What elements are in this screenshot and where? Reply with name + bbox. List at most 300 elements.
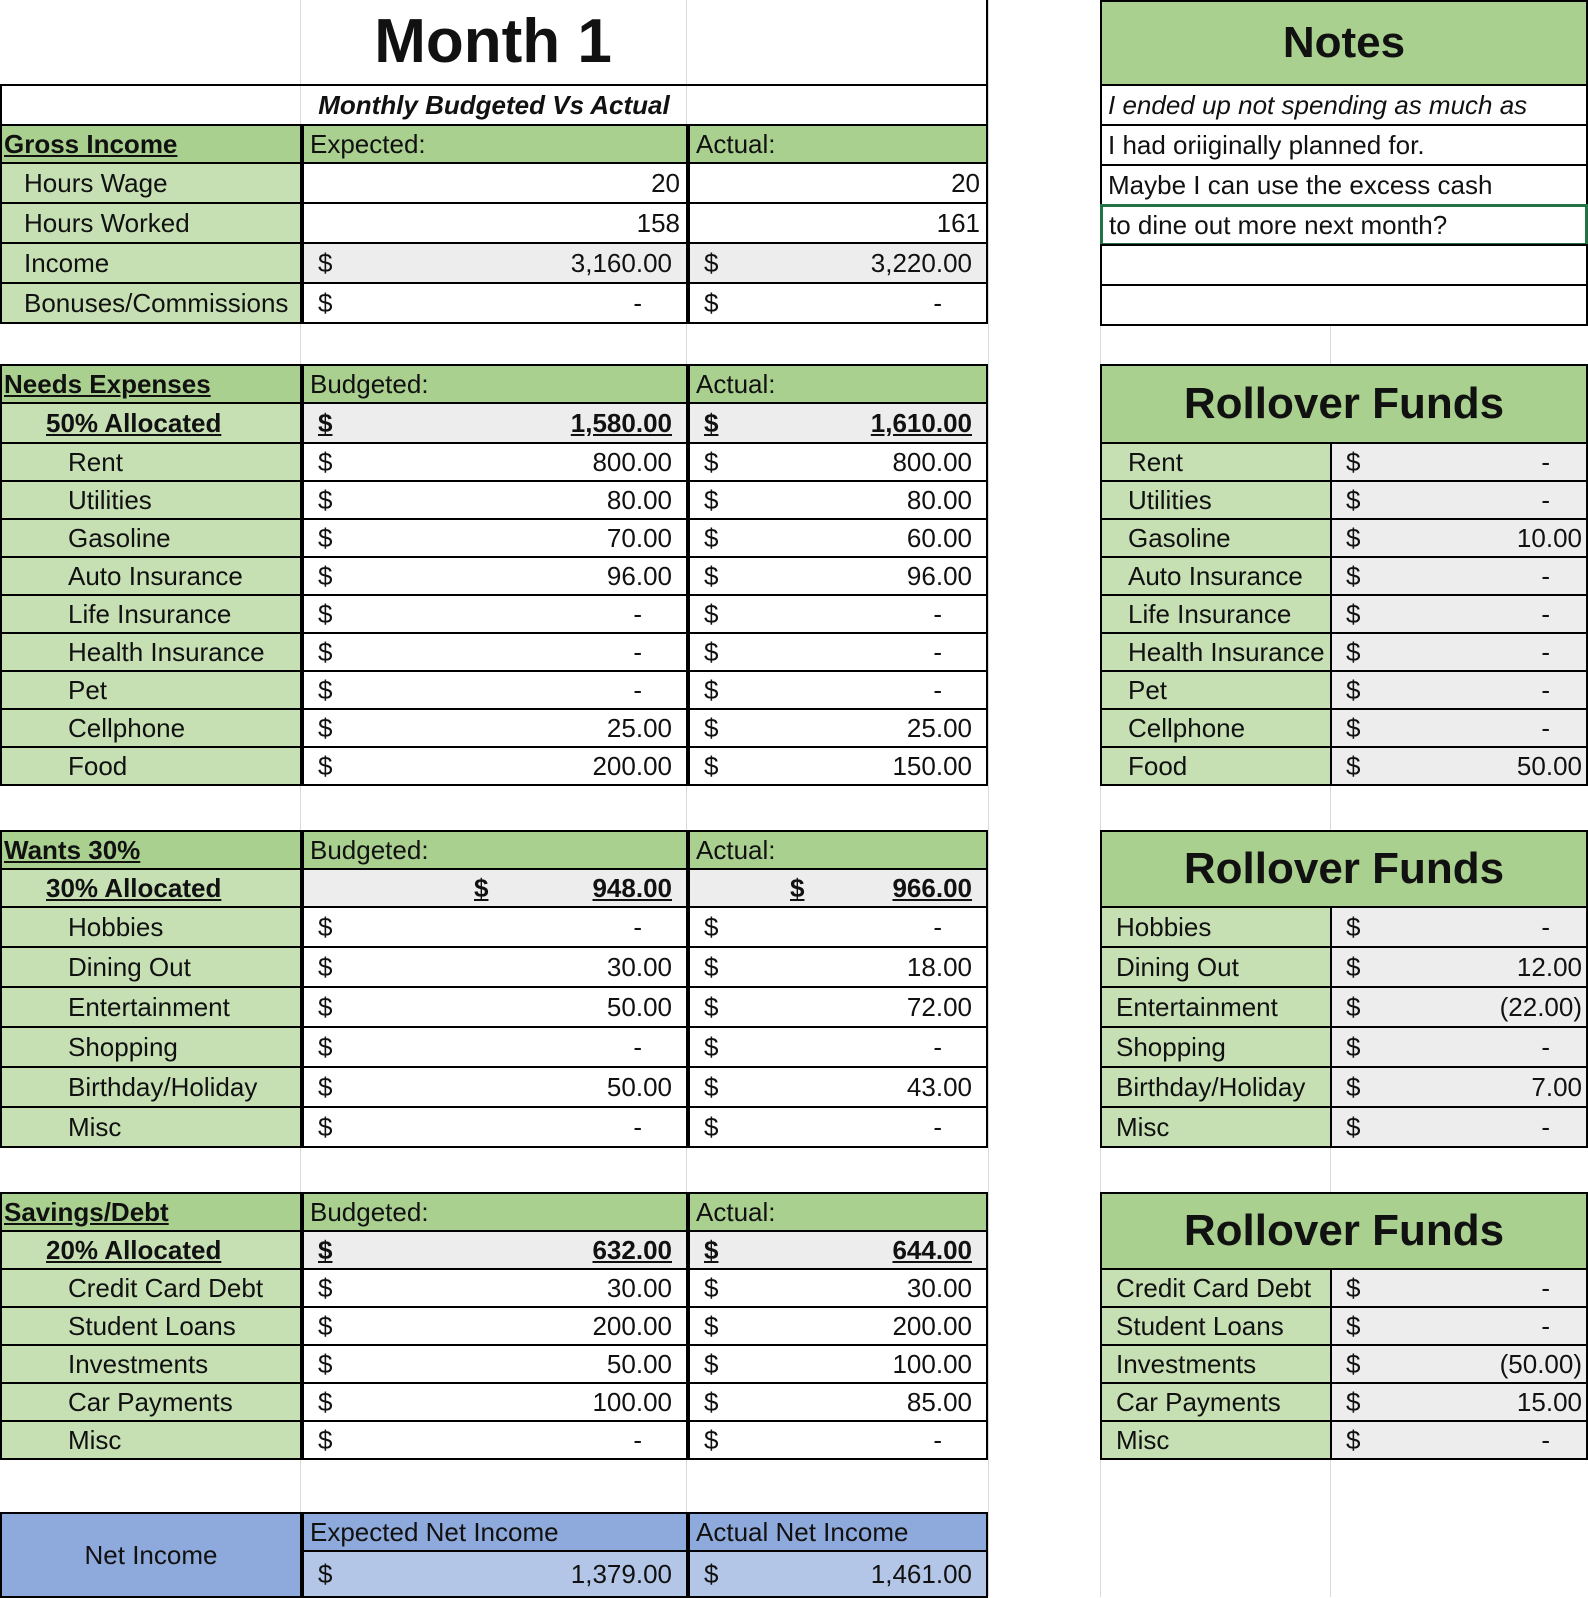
amount-value: - [933,288,942,318]
currency-symbol: $ [1346,713,1361,743]
currency-symbol: $ [704,637,719,667]
expected-value-cell[interactable] [302,162,688,204]
amount-value: - [1541,485,1550,515]
amount-value: 200.00 [892,1311,972,1341]
budgeted-column-header [302,830,688,870]
rollover-amount-cell[interactable] [1330,1026,1588,1068]
actual-amount-cell[interactable] [688,480,988,520]
needs-header [0,364,302,404]
rollover-amount-cell[interactable] [1330,518,1588,558]
actual-income-cell[interactable] [688,242,988,284]
expected-column-header [302,124,688,164]
rollover-label [1100,1344,1332,1384]
amount-value: 644.00 [892,1235,972,1265]
currency-symbol: $ [704,1425,719,1455]
expense-label-text: Student Loans [68,1311,236,1341]
amount-value: 96.00 [606,561,672,591]
actual-amount-cell[interactable] [688,442,988,482]
expected-net-income-cell[interactable] [302,1550,688,1598]
month-title [0,0,988,86]
amount-value: - [633,912,642,942]
subtitle-text: Monthly Budgeted Vs Actual [318,90,670,120]
rollover-amount-cell[interactable] [1330,1344,1588,1384]
expense-label [0,906,302,948]
amount-value: 60.00 [906,523,972,553]
currency-symbol: $ [318,561,333,591]
allocated-actual-cell[interactable] [688,1230,988,1270]
rollover-amount-cell[interactable] [1330,1306,1588,1346]
income-row-label [0,282,302,324]
expense-label-text: Dining Out [68,952,191,982]
currency-symbol: $ [704,288,719,318]
currency-symbol: $ [318,952,333,982]
amount-value: - [1541,1425,1550,1455]
rollover-label [1100,906,1332,948]
amount-value: 30.00 [906,1273,972,1303]
subtitle [0,84,988,126]
amount-value: 1,461.00 [870,1559,972,1589]
actual-amount-cell[interactable] [688,594,988,634]
currency-symbol: $ [704,1273,719,1303]
rollover-amount-cell[interactable] [1330,1268,1588,1308]
income-row-label-text: Income [24,248,110,278]
actual-amount-cell[interactable] [688,556,988,596]
amount-value: - [633,1032,642,1062]
amount-value: 966.00 [892,873,972,903]
expense-label [0,986,302,1028]
currency-symbol: $ [704,751,719,781]
currency-symbol: $ [318,1112,333,1142]
amount-value: - [633,1112,642,1142]
notes-line[interactable] [1100,84,1588,126]
currency-symbol: $ [704,1311,719,1341]
rollover-label-text: Hobbies [1116,912,1212,942]
allocated-label-text: 20% Allocated [46,1235,222,1265]
notes-line[interactable] [1100,124,1588,166]
rollover-amount-cell[interactable] [1330,1382,1588,1422]
rollover-label [1100,670,1332,710]
notes-line-text: Maybe I can use the excess cash [1108,170,1493,200]
amount-value: - [633,288,642,318]
rollover-label-text: Shopping [1116,1032,1226,1062]
expected-net-income-header [302,1512,688,1552]
currency-symbol: $ [318,1273,333,1303]
currency-symbol: $ [318,713,333,743]
expense-label-text: Auto Insurance [68,561,243,591]
rollover-amount-cell[interactable] [1330,594,1588,634]
budgeted-amount-cell[interactable] [302,518,688,558]
currency-symbol: $ [1346,561,1361,591]
currency-symbol: $ [1346,1349,1361,1379]
currency-symbol: $ [704,1387,719,1417]
rollover-amount-cell[interactable] [1330,986,1588,1028]
amount-value: - [1541,1032,1550,1062]
rollover-funds-title-text: Rollover Funds [1183,379,1505,428]
currency-symbol: $ [318,408,333,438]
allocated-budgeted-cell[interactable] [302,402,688,444]
actual-amount-cell[interactable] [688,746,988,786]
expense-label [0,1026,302,1068]
amount-value: - [1541,1112,1550,1142]
actual-value-cell-text: 161 [936,208,980,238]
amount-value: 12.00 [1516,952,1582,982]
currency-symbol: $ [1346,952,1361,982]
amount-value: 50.00 [1516,751,1582,781]
currency-symbol: $ [704,1559,719,1589]
actual-net-income-cell[interactable] [688,1550,988,1598]
actual-amount-cell[interactable] [688,1026,988,1068]
amount-value: - [933,637,942,667]
rollover-amount-cell[interactable] [1330,746,1588,786]
notes-line-text: to dine out more next month? [1109,210,1448,240]
budgeted-amount-cell[interactable] [302,946,688,988]
expense-label [0,556,302,596]
currency-symbol: $ [1346,1032,1361,1062]
allocated-budgeted-cell[interactable] [302,868,688,908]
rollover-amount-cell[interactable] [1330,1106,1588,1148]
rollover-amount-cell[interactable] [1330,708,1588,748]
rollover-label [1100,746,1332,786]
actual-net-income-header [688,1512,988,1552]
budgeted-amount-cell[interactable] [302,1382,688,1422]
budgeted-column-header-text: Budgeted: [310,835,429,865]
currency-symbol: $ [1346,637,1361,667]
actual-amount-cell[interactable] [688,670,988,710]
amount-value: - [1541,713,1550,743]
amount-value: 85.00 [906,1387,972,1417]
expected-net-income-header-text: Expected Net Income [310,1517,559,1547]
actual-amount-cell[interactable] [688,986,988,1028]
currency-symbol: $ [704,952,719,982]
rollover-label [1100,518,1332,558]
amount-value: - [933,1425,942,1455]
rollover-label-text: Entertainment [1116,992,1278,1022]
amount-value: 800.00 [592,447,672,477]
currency-symbol: $ [1346,1387,1361,1417]
actual-column-header [688,830,988,870]
currency-symbol: $ [1346,485,1361,515]
expense-label-text: Car Payments [68,1387,233,1417]
rollover-amount-cell[interactable] [1330,480,1588,520]
rollover-label [1100,480,1332,520]
amount-value: 10.00 [1516,523,1582,553]
expense-label-text: Birthday/Holiday [68,1072,258,1102]
rollover-label [1100,442,1332,482]
budgeted-amount-cell[interactable] [302,632,688,672]
budgeted-amount-cell[interactable] [302,1420,688,1460]
wants-header-text: Wants 30% [4,835,141,865]
rollover-label [1100,1382,1332,1422]
expense-label-text: Life Insurance [68,599,232,629]
expected-income-cell[interactable] [302,242,688,284]
expense-label [0,1066,302,1108]
income-row-label-text: Hours Worked [24,208,190,238]
expense-label-text: Misc [68,1112,122,1142]
amount-value: 100.00 [892,1349,972,1379]
rollover-label-text: Credit Card Debt [1116,1273,1312,1303]
currency-symbol: $ [1346,1425,1361,1455]
currency-symbol: $ [318,1387,333,1417]
expense-label-text: Credit Card Debt [68,1273,264,1303]
currency-symbol: $ [1346,599,1361,629]
currency-symbol: $ [318,599,333,629]
allocated-label [0,868,302,908]
actual-value-cell[interactable] [688,202,988,244]
budgeted-amount-cell[interactable] [302,1268,688,1308]
amount-value: - [933,1112,942,1142]
budgeted-column-header-text: Budgeted: [310,369,429,399]
notes-title-text: Notes [1282,18,1406,67]
budgeted-amount-cell[interactable] [302,594,688,634]
amount-value: - [1541,561,1550,591]
rollover-amount-cell[interactable] [1330,442,1588,482]
currency-symbol: $ [318,1349,333,1379]
expected-column-header-text: Expected: [310,129,426,159]
expense-label-text: Cellphone [68,713,186,743]
amount-value: (22.00) [1499,992,1582,1022]
notes-empty-cell[interactable] [1100,244,1588,286]
budgeted-column-header-text: Budgeted: [310,1197,429,1227]
currency-symbol: $ [318,1235,333,1265]
amount-value: 1,379.00 [570,1559,672,1589]
currency-symbol: $ [318,288,333,318]
actual-amount-cell[interactable] [688,1344,988,1384]
amount-value: - [933,599,942,629]
budgeted-amount-cell[interactable] [302,556,688,596]
currency-symbol: $ [1346,912,1361,942]
amount-value: 25.00 [906,713,972,743]
currency-symbol: $ [318,675,333,705]
currency-symbol: $ [318,248,333,278]
currency-symbol: $ [704,1235,719,1265]
actual-amount-cell[interactable] [688,518,988,558]
currency-symbol: $ [704,408,719,438]
currency-symbol: $ [1346,675,1361,705]
currency-symbol: $ [1346,447,1361,477]
income-row-label [0,202,302,244]
rollover-label [1100,632,1332,672]
currency-symbol: $ [318,523,333,553]
amount-value: - [933,912,942,942]
actual-column-header-text: Actual: [696,369,776,399]
rollover-amount-cell[interactable] [1330,632,1588,672]
budgeted-amount-cell[interactable] [302,1066,688,1108]
expense-label [0,746,302,786]
currency-symbol: $ [318,1559,333,1589]
actual-amount-cell[interactable] [688,1420,988,1460]
expense-label [0,946,302,988]
amount-value: 80.00 [906,485,972,515]
currency-symbol: $ [704,485,719,515]
amount-value: - [1541,912,1550,942]
rollover-label [1100,1420,1332,1460]
currency-symbol: $ [318,912,333,942]
notes-empty-cell[interactable] [1100,284,1588,326]
month-title-text: Month 1 [374,7,612,76]
currency-symbol: $ [704,1032,719,1062]
actual-value-cell-text: 20 [951,168,980,198]
amount-value: 632.00 [592,1235,672,1265]
actual-amount-cell[interactable] [688,1306,988,1346]
actual-amount-cell[interactable] [688,1066,988,1108]
income-row-label [0,242,302,284]
expense-label [0,480,302,520]
currency-symbol: $ [704,713,719,743]
amount-value: 948.00 [592,873,672,903]
expected-value-cell-text: 158 [636,208,680,238]
budgeted-amount-cell[interactable] [302,1026,688,1068]
currency-symbol: $ [474,873,489,903]
currency-symbol: $ [318,1072,333,1102]
rollover-label [1100,1306,1332,1346]
amount-value: 800.00 [892,447,972,477]
budgeted-amount-cell[interactable] [302,1344,688,1384]
actual-amount-cell[interactable] [688,708,988,748]
rollover-label-text: Misc [1116,1425,1170,1455]
actual-value-cell[interactable] [688,162,988,204]
currency-symbol: $ [704,992,719,1022]
amount-value: 1,610.00 [870,408,972,438]
amount-value: 50.00 [606,1349,672,1379]
rollover-amount-cell[interactable] [1330,556,1588,596]
allocated-label-text: 50% Allocated [46,408,222,438]
actual-income-cell[interactable] [688,282,988,324]
rollover-label-text: Cellphone [1128,713,1246,743]
rollover-label-text: Health Insurance [1128,637,1325,667]
currency-symbol: $ [704,599,719,629]
budgeted-amount-cell[interactable] [302,670,688,710]
amount-value: - [1541,599,1550,629]
currency-symbol: $ [704,1112,719,1142]
amount-value: 80.00 [606,485,672,515]
currency-symbol: $ [790,873,805,903]
currency-symbol: $ [704,561,719,591]
currency-symbol: $ [318,751,333,781]
notes-line[interactable] [1100,164,1588,206]
notes-line-text: I ended up not spending as much as [1108,90,1528,120]
rollover-amount-cell[interactable] [1330,1066,1588,1108]
budgeted-amount-cell[interactable] [302,1106,688,1148]
actual-amount-cell[interactable] [688,906,988,948]
actual-amount-cell[interactable] [688,1106,988,1148]
budgeted-amount-cell[interactable] [302,442,688,482]
actual-column-header-text: Actual: [696,1197,776,1227]
income-row-label [0,162,302,204]
rollover-label-text: Gasoline [1128,523,1231,553]
rollover-funds-title [1100,1192,1588,1270]
rollover-label-text: Investments [1116,1349,1257,1379]
amount-value: 43.00 [906,1072,972,1102]
budgeted-amount-cell[interactable] [302,708,688,748]
actual-net-income-header-text: Actual Net Income [696,1517,909,1547]
savings-header [0,1192,302,1232]
allocated-label [0,402,302,444]
expense-label-text: Misc [68,1425,122,1455]
rollover-amount-cell[interactable] [1330,670,1588,710]
currency-symbol: $ [318,992,333,1022]
amount-value: 1,580.00 [570,408,672,438]
amount-value: (50.00) [1499,1349,1582,1379]
rollover-label [1100,1106,1332,1148]
expense-label-text: Entertainment [68,992,230,1022]
amount-value: - [1541,447,1550,477]
rollover-amount-cell[interactable] [1330,1420,1588,1460]
allocated-actual-cell[interactable] [688,868,988,908]
rollover-label [1100,986,1332,1028]
notes-title [1100,0,1588,86]
amount-value: - [633,675,642,705]
expense-label-text: Health Insurance [68,637,265,667]
rollover-label [1100,556,1332,596]
rollover-label-text: Misc [1116,1112,1170,1142]
currency-symbol: $ [1346,751,1361,781]
notes-line-text: I had oriiginally planned for. [1108,130,1425,160]
expected-income-cell[interactable] [302,282,688,324]
net-income-label [0,1512,302,1598]
budgeted-amount-cell[interactable] [302,1306,688,1346]
expense-label [0,670,302,710]
currency-symbol: $ [318,1311,333,1341]
budgeted-amount-cell[interactable] [302,480,688,520]
currency-symbol: $ [318,1032,333,1062]
currency-symbol: $ [318,637,333,667]
expense-label-text: Investments [68,1349,209,1379]
rollover-amount-cell[interactable] [1330,946,1588,988]
rollover-label [1100,594,1332,634]
rollover-amount-cell[interactable] [1330,906,1588,948]
amount-value: 15.00 [1516,1387,1582,1417]
notes-line[interactable] [1100,204,1588,246]
amount-value: 3,220.00 [870,248,972,278]
currency-symbol: $ [704,447,719,477]
rollover-label [1100,946,1332,988]
actual-amount-cell[interactable] [688,1382,988,1422]
rollover-label-text: Birthday/Holiday [1116,1072,1306,1102]
amount-value: - [633,599,642,629]
actual-column-header-text: Actual: [696,129,776,159]
expected-value-cell[interactable] [302,202,688,244]
expense-label [0,1420,302,1460]
expense-label-text: Food [68,751,128,781]
actual-amount-cell[interactable] [688,1268,988,1308]
amount-value: - [1541,1311,1550,1341]
actual-amount-cell[interactable] [688,946,988,988]
budgeted-amount-cell[interactable] [302,986,688,1028]
income-row-label-text: Hours Wage [24,168,168,198]
currency-symbol: $ [318,485,333,515]
allocated-actual-cell[interactable] [688,402,988,444]
allocated-budgeted-cell[interactable] [302,1230,688,1270]
budgeted-column-header [302,364,688,404]
amount-value: 150.00 [892,751,972,781]
expense-label [0,594,302,634]
actual-amount-cell[interactable] [688,632,988,672]
amount-value: - [933,1032,942,1062]
budgeted-amount-cell[interactable] [302,746,688,786]
expense-label [0,1268,302,1308]
rollover-label-text: Student Loans [1116,1311,1284,1341]
needs-header-text: Needs Expenses [4,369,211,399]
rollover-label-text: Pet [1128,675,1168,705]
rollover-label-text: Car Payments [1116,1387,1281,1417]
grid-column-line [988,0,989,1597]
rollover-label-text: Life Insurance [1128,599,1292,629]
budgeted-amount-cell[interactable] [302,906,688,948]
actual-column-header [688,1192,988,1232]
rollover-label-text: Food [1128,751,1188,781]
gross-income-header [0,124,302,164]
amount-value: 96.00 [906,561,972,591]
